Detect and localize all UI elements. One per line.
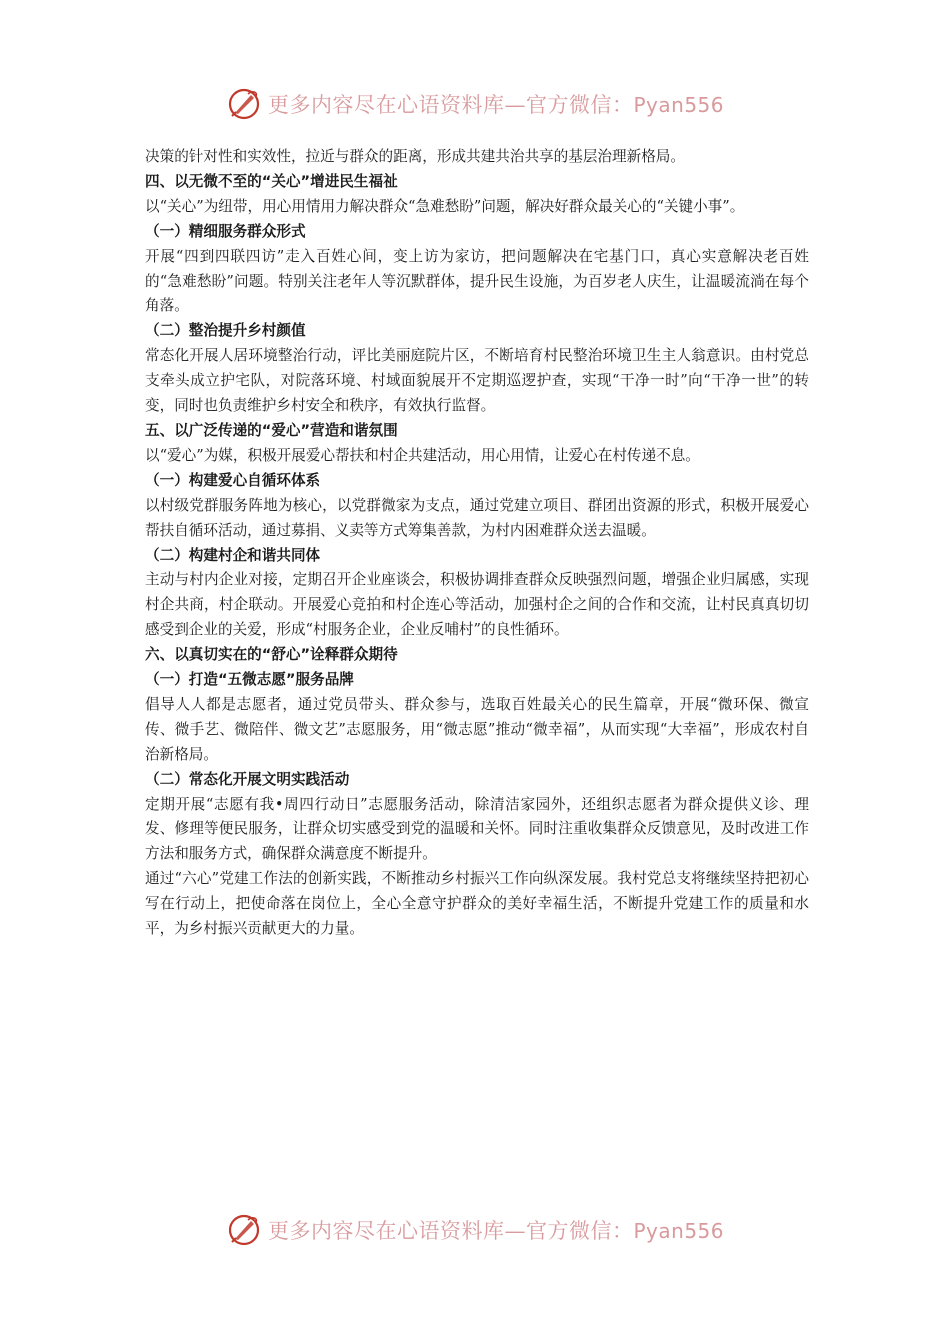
paragraph: 通过“六心”党建工作法的创新实践，不断推动乡村振兴工作向纵深发展。我村党总支将继续坚持把初心写在行动上，把使命落在岗位上，全心全意守护群众的美好幸福生活，不断提升党建工作的质量和水平，为乡村振兴贡献更大的力量。 bbox=[145, 870, 809, 938]
paragraph: 开展“四到四联四访”走入百姓心间，变上访为家访，把问题解决在宅基门口，真心实意解决老百姓的“急难愁盼”问题。特别关注老年人等沉默群体，提升民生设施，为百岁老人庆生，让温暖流淌在每个角落。 bbox=[145, 247, 809, 315]
section-heading: （二）常态化开展文明实践活动 bbox=[145, 770, 350, 788]
footer-banner bbox=[0, 1210, 950, 1250]
paragraph: 定期开展“志愿有我•周四行动日”志愿服务活动，除清洁家园外，还组织志愿者为群众提供义诊、理发、修理等便民服务，让群众切实感受到党的温暖和关怀。同时注重收集群众反馈意见，及时改进工作方法和服务方式，确保群众满意度不断提升。 bbox=[145, 795, 809, 863]
paragraph: 主动与村内企业对接，定期召开企业座谈会，积极协调排查群众反映强烈问题，增强企业归属感，实现村企共商，村企联动。开展爱心竞拍和村企连心等活动，加强村企之间的合作和交流，让村民真真切切感受到企业的关爱，形成“村服务企业，企业反哺村”的良性循环。 bbox=[145, 571, 809, 639]
section-heading: 四、以无微不至的“关心”增进民生福祉 bbox=[145, 172, 398, 190]
section-heading: 六、以真切实在的“舒心”诠释群众期待 bbox=[145, 646, 398, 664]
wechat-id: Pyan556 bbox=[633, 1219, 724, 1243]
section-heading: （二）整治提升乡村颜值 bbox=[145, 322, 306, 340]
section-heading: （一）打造“五微志愿”服务品牌 bbox=[145, 671, 354, 689]
paragraph: 常态化开展人居环境整治行动，评比美丽庭院片区，不断培育村民整治环境卫生主人翁意识。由村党总支牵头成立护宅队，对院落环境、村域面貌展开不定期巡逻护查，实现“干净一时”向“干净一世”的转变，同时也负责维护乡村安全和秩序，有效执行监督。 bbox=[145, 347, 809, 415]
section-heading: （二）构建村企和谐共同体 bbox=[145, 546, 321, 564]
paragraph: 倡导人人都是志愿者，通过党员带头、群众参与，选取百姓最关心的民生篇章，开展“微环保、微宣传、微手艺、微陪伴、微文艺”志愿服务，用“微志愿”推动“微幸福”，从而实现“大幸福”，形成农村自治新格局。 bbox=[145, 695, 809, 763]
section-heading: 五、以广泛传递的“爱心”营造和谐氛围 bbox=[145, 421, 398, 439]
quill-pen-circle-icon bbox=[226, 1212, 262, 1248]
banner-text: 更多内容尽在心语资料库—官方微信：Pyan556 bbox=[267, 93, 724, 117]
section-heading: （一）精细服务群众形式 bbox=[145, 222, 306, 240]
paragraph: 决策的针对性和实效性，拉近与群众的距离，形成共建共治共享的基层治理新格局。 bbox=[145, 148, 685, 165]
document-body bbox=[145, 145, 809, 942]
banner-text: 更多内容尽在心语资料库—官方微信：Pyan556 bbox=[267, 1219, 724, 1243]
wechat-id: Pyan556 bbox=[633, 93, 724, 117]
section-heading: （一）构建爱心自循环体系 bbox=[145, 471, 321, 489]
quill-pen-circle-icon bbox=[226, 86, 262, 122]
paragraph: 以村级党群服务阵地为核心，以党群微家为支点，通过党建立项目、群团出资源的形式，积极开展爱心帮扶自循环活动，通过募捐、义卖等方式筹集善款，为村内困难群众送去温暖。 bbox=[145, 496, 809, 539]
paragraph: 以“爱心”为媒，积极开展爱心帮扶和村企共建活动，用心用情，让爱心在村传递不息。 bbox=[145, 446, 700, 464]
paragraph: 以“关心”为纽带，用心用情用力解决群众“急难愁盼”问题，解决好群众最关心的“关键小事”。 bbox=[145, 197, 745, 215]
header-banner bbox=[0, 84, 950, 124]
